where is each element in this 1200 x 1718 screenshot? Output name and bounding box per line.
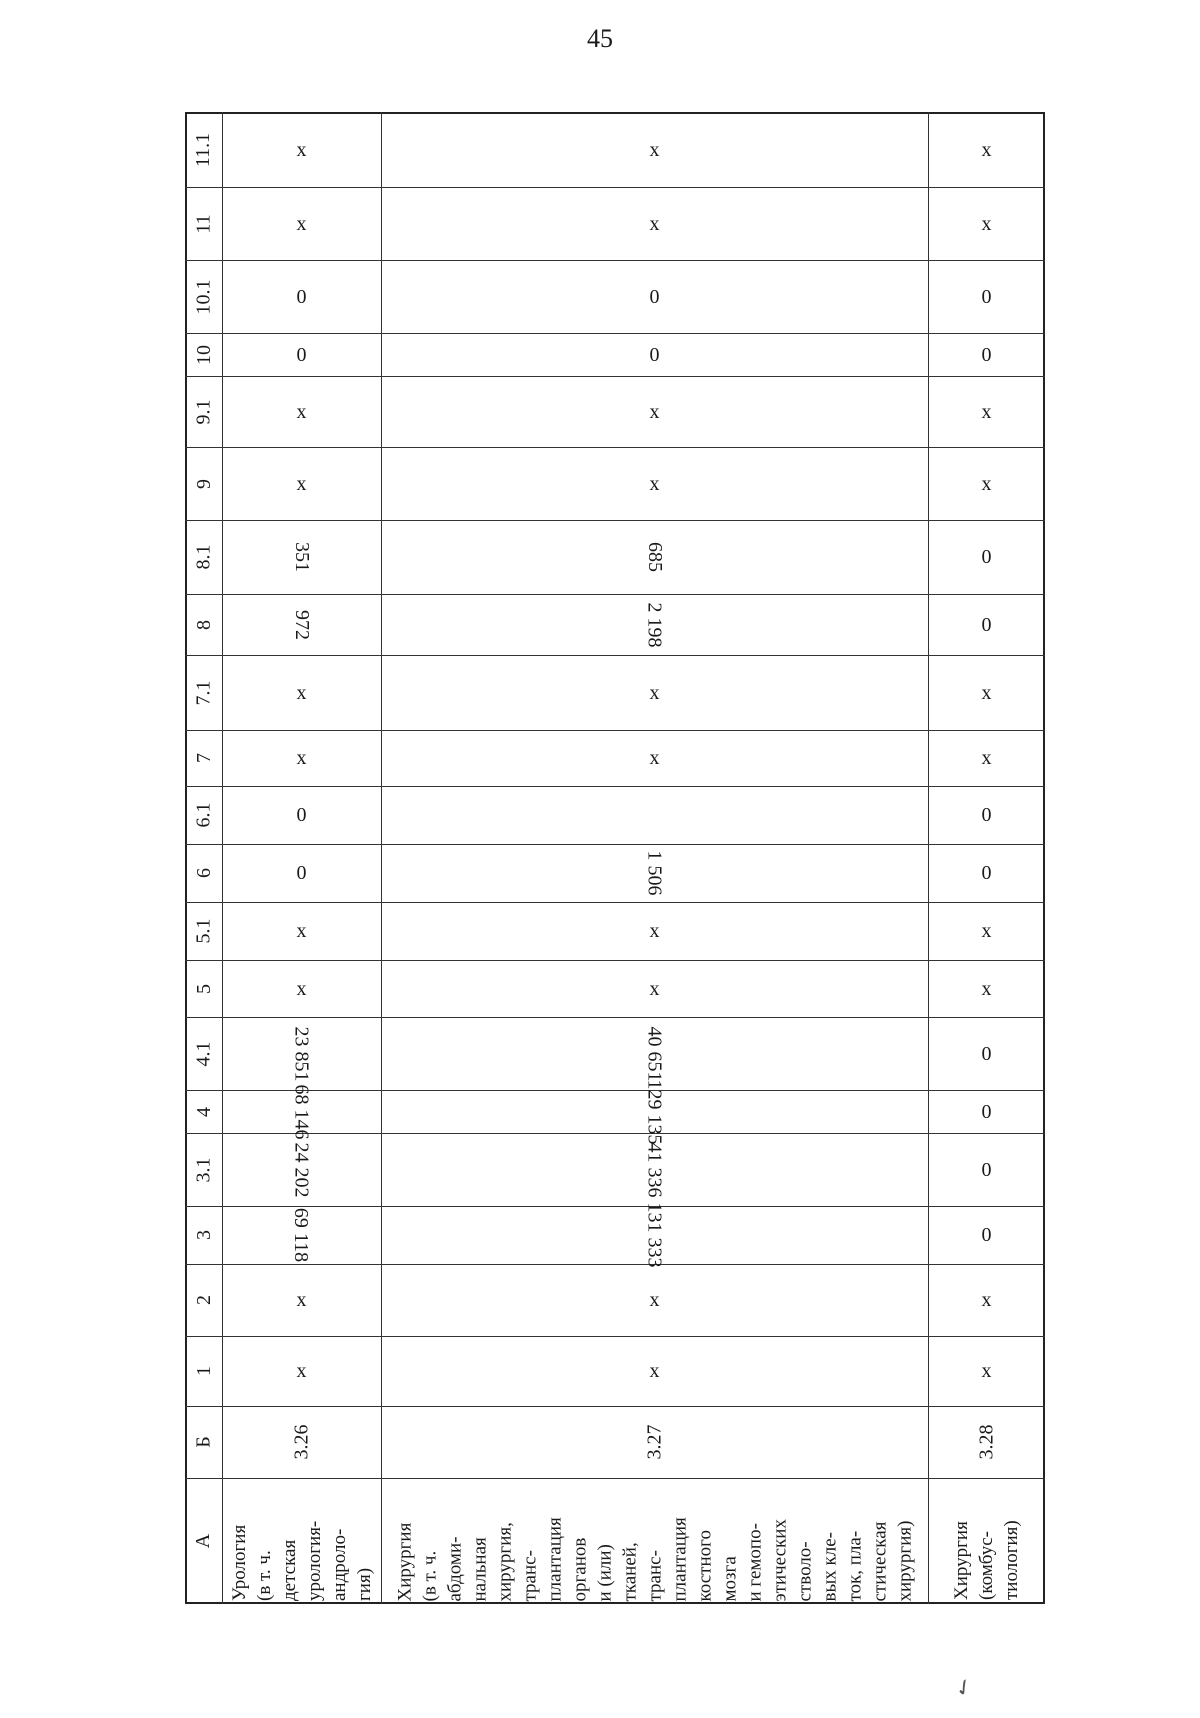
page-number: 45 xyxy=(587,24,613,53)
table-cell-value: x xyxy=(649,977,660,1000)
column-header xyxy=(185,376,222,447)
table-cell xyxy=(222,1264,381,1336)
table-cell xyxy=(222,594,381,655)
table-cell-value: x xyxy=(649,400,660,423)
table-cell xyxy=(381,333,928,376)
table-cell-value: 0 xyxy=(649,343,660,366)
column-header xyxy=(185,520,222,594)
table-cell-value: x xyxy=(296,977,307,1000)
column-header-text: 4.1 xyxy=(192,1041,215,1066)
table-cell-value: 0 xyxy=(981,285,992,308)
table-cell-value: x xyxy=(296,1289,307,1311)
table-cell xyxy=(928,594,1045,655)
row-label-line: ток, пла- xyxy=(844,1530,865,1601)
table-cell-value: x xyxy=(649,681,660,704)
column-header xyxy=(185,1017,222,1090)
row-label-line: Хирургия xyxy=(394,1522,415,1601)
table-cell-value: 3.26 xyxy=(290,1424,313,1460)
row-label-line: плантация xyxy=(544,1516,565,1601)
row-label-line: стволо- xyxy=(794,1540,815,1601)
table-cell xyxy=(928,655,1045,730)
column-header-text: 10 xyxy=(192,344,215,365)
table-cell-value: 0 xyxy=(981,1042,992,1065)
table-cell xyxy=(222,1084,381,1139)
row-label-line: Урология xyxy=(228,1524,250,1601)
table-cell xyxy=(928,1264,1045,1336)
table-cell xyxy=(928,187,1045,260)
table-cell xyxy=(381,187,928,260)
column-header-text: 1 xyxy=(192,1366,215,1376)
table-cell xyxy=(928,112,1045,187)
table-cell xyxy=(928,260,1045,333)
table-cell xyxy=(928,1017,1045,1090)
table-cell-value: 351 xyxy=(290,542,313,572)
table-cell-value: 0 xyxy=(981,1100,992,1123)
table-cell-value: 0 xyxy=(981,546,992,568)
table-cell xyxy=(381,447,928,520)
table-cell xyxy=(928,1206,1045,1264)
table-cell xyxy=(222,447,381,520)
row-label-line: хирургия) xyxy=(894,1520,915,1601)
column-header-text: 8.1 xyxy=(192,544,215,570)
row-label-line: стическая xyxy=(869,1521,890,1601)
table-cell xyxy=(381,520,928,594)
table-cell xyxy=(381,960,928,1017)
column-header xyxy=(185,1206,222,1264)
row-label-line: органов xyxy=(569,1537,590,1601)
table-cell-value: x xyxy=(649,212,660,235)
row-label-line: вых кле- xyxy=(819,1531,840,1601)
column-header-text: 7 xyxy=(192,753,215,763)
column-header-text: 3 xyxy=(192,1230,215,1240)
table-cell xyxy=(928,730,1045,786)
table-cell xyxy=(928,376,1045,447)
row-label-line: гия) xyxy=(353,1567,375,1601)
table-cell-value: 0 xyxy=(296,862,307,884)
table-cell-value: x xyxy=(296,747,307,769)
table-cell-value: x xyxy=(296,472,307,495)
table-cell xyxy=(381,786,928,844)
table-cell-value: x xyxy=(296,212,307,235)
table-cell xyxy=(928,1406,1045,1478)
table-cell xyxy=(222,1406,381,1478)
table-cell xyxy=(381,902,928,960)
row-label-line: транс- xyxy=(644,1549,665,1601)
row-label xyxy=(381,1478,928,1604)
table-cell-value: x xyxy=(296,400,307,423)
table-cell-value: 685 xyxy=(643,542,666,572)
column-header-text: 5.1 xyxy=(192,918,215,944)
table-cell xyxy=(928,520,1045,594)
row-label-line: транс- xyxy=(519,1549,540,1601)
column-header xyxy=(185,187,222,260)
row-label-line: этических xyxy=(769,1518,790,1601)
table-cell xyxy=(222,260,381,333)
table-cell xyxy=(928,960,1045,1017)
column-header xyxy=(185,730,222,786)
column-header xyxy=(185,1336,222,1406)
column-header xyxy=(185,960,222,1017)
table-cell xyxy=(381,1264,928,1336)
row-label-line: костного xyxy=(694,1529,715,1601)
column-header xyxy=(185,1133,222,1206)
table-cell xyxy=(928,447,1045,520)
table-cell xyxy=(928,1336,1045,1406)
table-cell-value: 3.27 xyxy=(643,1424,666,1460)
table-cell xyxy=(222,333,381,376)
table-cell-value: 24 202 xyxy=(290,1142,313,1197)
row-label-line: хирургия, xyxy=(494,1521,515,1601)
table-cell xyxy=(222,1336,381,1406)
row-label-text xyxy=(392,1481,917,1601)
table-cell-value: 2 198 xyxy=(643,602,666,647)
table-cell-value: 0 xyxy=(981,613,992,636)
row-label xyxy=(928,1478,1045,1604)
table-cell-value: x xyxy=(649,1360,660,1382)
table-cell-value: x xyxy=(649,920,660,942)
table-cell-value: x xyxy=(649,138,660,161)
column-header-text: 11.1 xyxy=(192,132,215,167)
row-label-line: тканей, xyxy=(619,1541,640,1601)
table-cell xyxy=(222,1017,381,1090)
column-header xyxy=(185,786,222,844)
table-cell-value: 0 xyxy=(981,1224,992,1246)
handwritten-mark: ✓ xyxy=(949,1672,979,1704)
column-header xyxy=(185,902,222,960)
table-cell-value: x xyxy=(981,977,992,1000)
table-cell-value: 69 118 xyxy=(290,1207,313,1263)
table-cell-value: 41 336 xyxy=(643,1142,666,1197)
table-cell-value: 0 xyxy=(649,285,660,308)
table-cell-value: 68 146 xyxy=(290,1084,313,1139)
table-cell-value: 0 xyxy=(981,862,992,884)
row-label-line: (комбус- xyxy=(976,1530,997,1600)
table-cell xyxy=(222,1133,381,1206)
table-cell xyxy=(222,730,381,786)
table-cell xyxy=(381,844,928,902)
table-cell xyxy=(222,520,381,594)
column-header xyxy=(185,1264,222,1336)
table-cell-value: x xyxy=(981,681,992,704)
column-header-text: 8 xyxy=(192,619,215,630)
table-cell xyxy=(928,786,1045,844)
table-cell xyxy=(381,730,928,786)
table-cell-value: x xyxy=(296,138,307,161)
table-cell xyxy=(222,376,381,447)
table-cell xyxy=(381,1336,928,1406)
column-header-text: 6.1 xyxy=(192,802,215,828)
row-label-line: абдоми- xyxy=(444,1536,465,1601)
column-header xyxy=(185,260,222,333)
table-cell-value: 0 xyxy=(981,1158,992,1181)
row-label-line: мозга xyxy=(719,1555,740,1601)
table-cell xyxy=(222,1206,381,1264)
table-cell xyxy=(928,1090,1045,1133)
table-cell xyxy=(381,1017,928,1090)
table-cell xyxy=(222,844,381,902)
table-cell xyxy=(381,1079,928,1144)
table-cell xyxy=(381,594,928,655)
table-cell xyxy=(928,333,1045,376)
table-cell xyxy=(381,655,928,730)
column-header-text: 5 xyxy=(192,983,215,994)
column-header-text: 2 xyxy=(192,1295,215,1305)
table-cell-value: x xyxy=(981,747,992,769)
row-label-line: андроло- xyxy=(328,1528,350,1601)
row-label-text xyxy=(227,1481,377,1601)
table-cell xyxy=(381,1202,928,1268)
table-cell-value: 131 333 xyxy=(643,1202,666,1268)
table-cell-value: 40 651 xyxy=(643,1026,666,1081)
column-header-text: 6 xyxy=(192,868,215,878)
table-cell-value: 0 xyxy=(296,343,307,366)
row-label-line: Хирургия xyxy=(951,1520,972,1600)
row-label-line: нальная xyxy=(469,1536,490,1601)
column-header-text: 9 xyxy=(192,478,215,489)
table-cell-value: x xyxy=(981,212,992,235)
row-label-line: и гемопо- xyxy=(744,1522,765,1601)
table-cell xyxy=(928,1133,1045,1206)
column-header xyxy=(185,844,222,902)
table-cell xyxy=(222,187,381,260)
table-cell xyxy=(928,844,1045,902)
table-cell-value: x xyxy=(296,681,307,704)
table-cell-value: 972 xyxy=(290,609,313,640)
row-label-line: тиология) xyxy=(1001,1519,1022,1600)
table-cell-value: 3.28 xyxy=(975,1424,998,1460)
table-cell-value: 0 xyxy=(296,285,307,308)
table-cell-value: x xyxy=(296,920,307,942)
column-header-text: А xyxy=(192,1533,215,1549)
table-cell xyxy=(928,902,1045,960)
table-cell-value: x xyxy=(981,138,992,161)
column-header xyxy=(185,1090,222,1133)
table-cell xyxy=(222,902,381,960)
table-cell-value: x xyxy=(649,472,660,495)
row-label-line: и (или) xyxy=(594,1543,615,1601)
column-header-text: 11 xyxy=(192,213,215,234)
column-header xyxy=(185,112,222,187)
table-cell-value: x xyxy=(981,400,992,423)
table-cell xyxy=(222,655,381,730)
table-cell-value: x xyxy=(296,1360,307,1382)
table-cell-value: 129 135 xyxy=(643,1079,666,1144)
table-cell-value: 1 506 xyxy=(643,850,666,896)
row-label-text xyxy=(949,1483,1024,1600)
table-cell-value: 0 xyxy=(296,804,307,826)
table-cell xyxy=(381,260,928,333)
row-label-line: (в т. ч. xyxy=(253,1550,275,1601)
row-label-line: (в т. ч. xyxy=(419,1550,440,1601)
row-label-line: детская xyxy=(278,1539,300,1601)
column-header-text: 9.1 xyxy=(192,399,215,424)
column-header-text: 4 xyxy=(192,1106,215,1117)
table-cell-value: x xyxy=(981,1360,992,1382)
column-header xyxy=(185,655,222,730)
table-cell-value: 0 xyxy=(981,804,992,826)
row-label-line: урология- xyxy=(303,1520,325,1601)
table-cell-value: 23 851 xyxy=(290,1026,313,1081)
table-cell xyxy=(381,112,928,187)
table-cell xyxy=(222,960,381,1017)
table-cell-value: 0 xyxy=(981,343,992,366)
column-header xyxy=(185,447,222,520)
column-header xyxy=(185,1406,222,1478)
column-header xyxy=(185,594,222,655)
row-label xyxy=(222,1478,381,1604)
row-label-line: плантация xyxy=(669,1516,690,1601)
table-cell xyxy=(222,112,381,187)
table-cell-value: x xyxy=(981,920,992,942)
table-cell-value: x xyxy=(649,1289,660,1311)
table-cell-value: x xyxy=(981,1289,992,1311)
table-cell-value: x xyxy=(981,472,992,495)
column-header xyxy=(185,333,222,376)
column-header-text: 3.1 xyxy=(192,1157,215,1182)
table-cell xyxy=(381,1406,928,1478)
table-cell xyxy=(381,376,928,447)
column-header-text: 7.1 xyxy=(192,680,215,705)
column-header-text: Б xyxy=(192,1436,215,1448)
table-cell xyxy=(222,786,381,844)
table-cell-value: x xyxy=(649,747,660,769)
column-header-text: 10.1 xyxy=(192,279,215,314)
column-header xyxy=(185,1478,222,1604)
